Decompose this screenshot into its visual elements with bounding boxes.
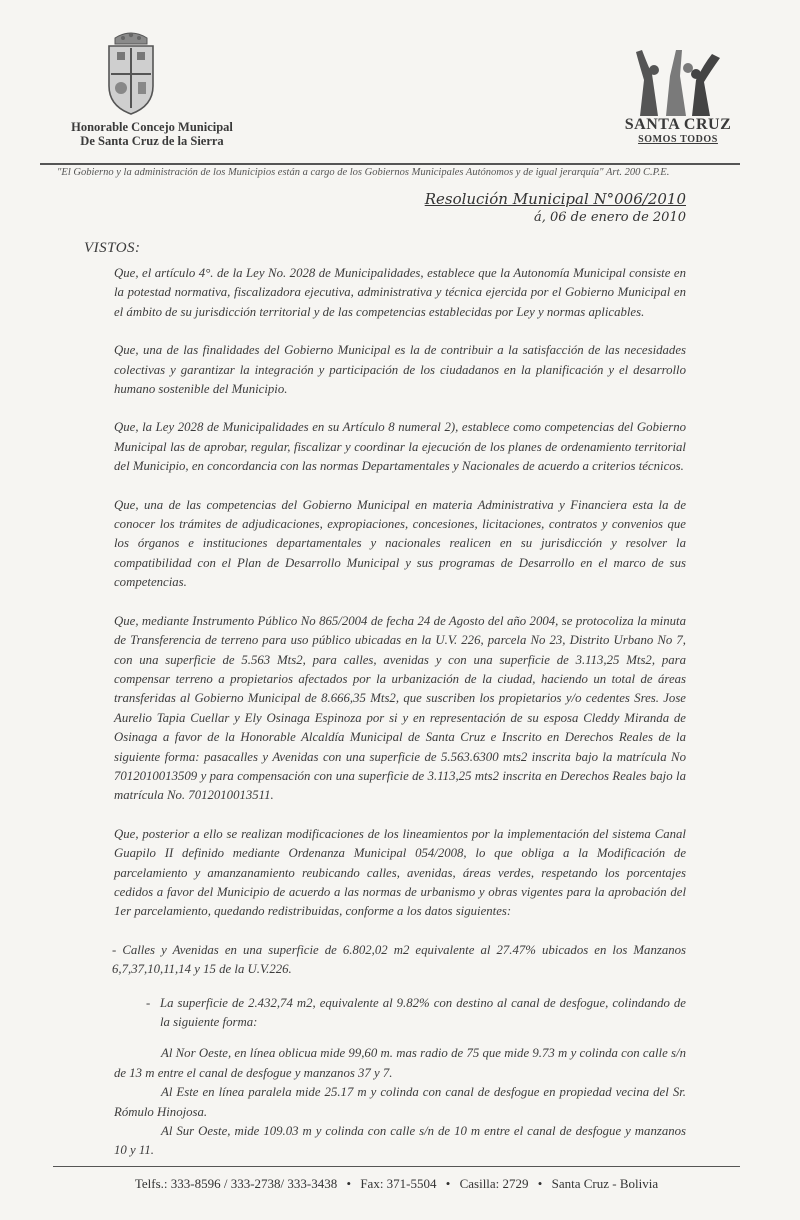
vistos-heading: VISTOS: — [84, 240, 141, 256]
list-dash: - — [146, 995, 151, 1010]
footer-fax: Fax: 371-5504 — [360, 1176, 437, 1191]
header-divider — [40, 163, 740, 165]
boundary-sur-oeste: Al Sur Oeste, mide 109.03 m y colinda con calle s/n de 10 m entre el canal de desfogue y manzanos 10 y 11. — [114, 1124, 686, 1158]
brand-tagline: SOMOS TODOS — [638, 134, 718, 145]
resolution-date: á, 06 de enero de 2010 — [533, 210, 686, 225]
paragraph: Que, posterior a ello se realizan modificaciones de los lineamientos por la implementación del sistema Canal Guapilo II definido mediante Ordenanza Municipal 054/2008, lo que obliga a la Modificación de parcelamiento y amanzanamiento reubicando calles, avenidas, áreas verdes, respetando los porcentajes cedidos a favor del Municipio de acuerdo a las normas de urbanismo y obras vigentes para la aprobación del 1er parcelamiento, quedando redistribuidas, conforme a los datos siguientes: — [114, 826, 686, 919]
footer-box: Casilla: 2729 — [459, 1176, 529, 1191]
document-body — [114, 264, 686, 1161]
resolution-title: Resolución Municipal N°006/2010 — [424, 190, 686, 208]
coat-of-arms-logo — [103, 30, 159, 118]
paragraph: Que, una de las competencias del Gobierno Municipal en materia Administrativa y Financiera esta la de conocer los trámites de adjudicaciones, expropiaciones, concesiones, licitaciones, contratos y convenios que los órganos e instituciones departamentales y nacionales realicen en su jurisdicción y resolver la compatibilidad con el Plan de Desarrollo Municipal y sus programas de Desarrollo en el marco de sus competencias. — [114, 497, 686, 590]
council-line-1: Honorable Concejo Municipal — [71, 120, 233, 134]
boundary-este: Al Este en línea paralela mide 25.17 m y colinda con canal de desfogue en propiedad vecina del Sr. Rómulo Hinojosa. — [114, 1085, 686, 1119]
paragraph: Que, la Ley 2028 de Municipalidades en su Artículo 8 numeral 2), establece como competencias del Gobierno Municipal las de aprobar, regular, fiscalizar y coordinar la ejecución de los planes de ordenamiento territorial del Municipio, en concordancia con las normas Departamentales y Nacionales de acuerdo a criterios técnicos. — [114, 420, 686, 474]
footer-contact — [53, 1176, 740, 1192]
paragraph: Que, una de las finalidades del Gobierno Municipal es la de contribuir a la satisfacción de las necesidades colectivas y garantizar la integración y participación de los ciudadanos en la planificación y el desarrollo humano sostenible del Municipio. — [114, 343, 686, 397]
paragraph: Que, el artículo 4°. de la Ley No. 2028 de Municipalidades, establece que la Autonomía Municipal consiste en la potestad normativa, fiscalizadora ejecutiva, administrativa y técnica ejercida por el Gobierno Municipal en el ámbito de su jurisdicción territorial y de las competencias establecidas por Ley y normas aplicables. — [114, 266, 686, 319]
calles-avenidas-item: - Calles y Avenidas en una superficie de 6.802,02 m2 equivalente al 27.47% ubicados en los Manzanos 6,7,37,10,11,14 y 15 de la U.V.226. — [112, 942, 686, 977]
footer-separator: • — [346, 1176, 352, 1191]
footer-separator: • — [445, 1176, 451, 1191]
footer-phones: Telfs.: 333-8596 / 333-2738/ 333-3438 — [134, 1176, 338, 1191]
people-figures-logo — [630, 46, 730, 116]
superficie-item — [114, 994, 686, 1033]
footer-city: Santa Cruz - Bolivia — [551, 1176, 659, 1191]
santa-cruz-brand — [618, 46, 738, 154]
footer-divider — [53, 1166, 740, 1167]
council-name — [52, 120, 252, 148]
paragraph: Que, mediante Instrumento Público No 865/2004 de fecha 24 de Agosto del año 2004, se protocoliza la minuta de Transferencia de terreno para uso público ubicadas en la U.V. 226, parcela No 23, Distrito Urbano No 7, con una superficie de 5.563 Mts2, para calles, avenidas y con una superficie de 3.113,25 Mts2, para compensar terreno a propietarios afectados por la urbanización de la ciudad, haciendo un total de áreas transferidas al Gobierno Municipal de 8.666,35 Mts2, que suscriben los propietarios y/o cedentes Sres. Jose Aurelio Tapia Cuellar y Ely Osinaga Espinoza por si y en representación de su esposa Cleddy Miranda de Osinaga a favor de la Honorable Alcaldía Municipal de Santa Cruz e Inscrito en Derechos Reales de la siguiente forma: pasacalles y Avenidas con una superficie de 5.563.6300 mts2 inscrita bajo la matrícula No 7012010013509 y para compensación con una superficie de 3.113,25 mts2 inscrita en Derechos Reales bajo la matrícula No. 7012010013511. — [114, 613, 686, 803]
boundary-nor-oeste: Al Nor Oeste, en línea oblicua mide 99,60 m. mas radio de 75 que mide 9.73 m y colinda con calle s/n de 13 m entre el canal de desfogue y manzanos 37 y 7. — [114, 1046, 686, 1080]
constitution-quote: "El Gobierno y la administración de los Municipios están a cargo de los Gobiernos Municipales Autónomos y de igual jerarquía" Art. 200 C.P.E. — [57, 167, 670, 178]
council-line-2: De Santa Cruz de la Sierra — [80, 134, 224, 148]
footer-separator: • — [537, 1176, 543, 1191]
superficie-text: La superficie de 2.432,74 m2, equivalente al 9.82% con destino al canal de desfogue, colindando de la siguiente forma: — [160, 995, 686, 1029]
brand-name: SANTA CRUZ — [624, 116, 732, 133]
